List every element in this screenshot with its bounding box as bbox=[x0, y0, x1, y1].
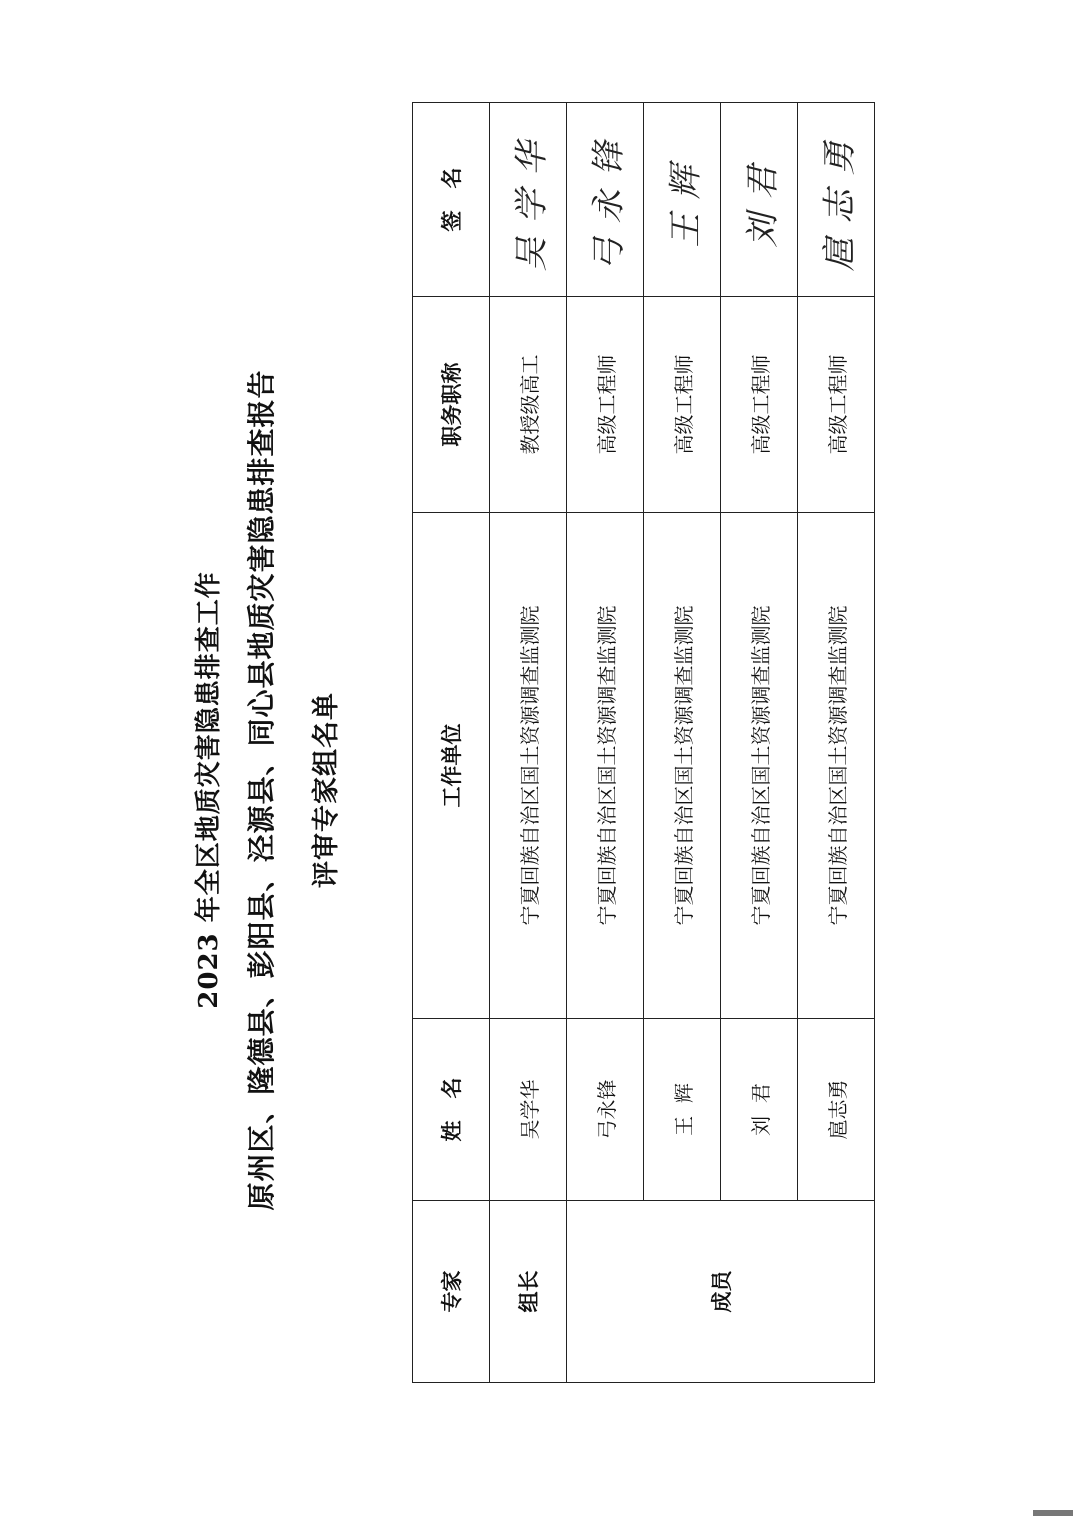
scan-artifact bbox=[1033, 1510, 1073, 1516]
name-cell: 弓永锋 bbox=[567, 1019, 644, 1201]
rotated-document bbox=[0, 60, 1074, 1520]
title-cell: 高级工程师 bbox=[721, 297, 798, 513]
unit-cell: 宁夏回族自治区国土资源调查监测院 bbox=[644, 513, 721, 1019]
title-cell: 高级工程师 bbox=[567, 297, 644, 513]
table-row bbox=[721, 103, 798, 1383]
table-row bbox=[798, 103, 875, 1383]
unit-cell: 宁夏回族自治区国土资源调查监测院 bbox=[721, 513, 798, 1019]
signature: 王辉 bbox=[644, 103, 721, 297]
table-row bbox=[644, 103, 721, 1383]
title-line-1: 2023 年全区地质灾害隐患排查工作 bbox=[194, 571, 224, 1009]
title-line-3: 评审专家组名单 bbox=[311, 692, 342, 888]
role-cell: 组长 bbox=[490, 1201, 567, 1383]
unit-cell: 宁夏回族自治区国土资源调查监测院 bbox=[490, 513, 567, 1019]
header-role: 专家 bbox=[413, 1201, 490, 1383]
role-cell: 成员 bbox=[567, 1201, 875, 1383]
name-cell: 王 辉 bbox=[644, 1019, 721, 1201]
title-cell: 教授级高工 bbox=[490, 297, 567, 513]
table-row bbox=[490, 103, 567, 1383]
header-unit: 工作单位 bbox=[413, 513, 490, 1019]
table-header-row bbox=[413, 103, 490, 1383]
header-title: 职务职称 bbox=[413, 297, 490, 513]
name-cell: 扈志勇 bbox=[798, 1019, 875, 1201]
title-cell: 高级工程师 bbox=[798, 297, 875, 513]
unit-cell: 宁夏回族自治区国土资源调查监测院 bbox=[798, 513, 875, 1019]
expert-table bbox=[412, 102, 875, 1383]
title-line-2: 原州区、隆德县、彭阳县、泾源县、同心县地质灾害隐患排查报告 bbox=[245, 369, 278, 1211]
unit-cell: 宁夏回族自治区国土资源调查监测院 bbox=[567, 513, 644, 1019]
header-signature: 签名 bbox=[413, 103, 490, 297]
signature: 扈志勇 bbox=[798, 103, 875, 297]
title-cell: 高级工程师 bbox=[644, 297, 721, 513]
header-name: 姓名 bbox=[413, 1019, 490, 1201]
signature: 弓永锋 bbox=[567, 103, 644, 297]
signature: 刘君 bbox=[721, 103, 798, 297]
table-row bbox=[567, 103, 644, 1383]
signature: 吴学华 bbox=[490, 103, 567, 297]
name-cell: 刘 君 bbox=[721, 1019, 798, 1201]
name-cell: 吴学华 bbox=[490, 1019, 567, 1201]
